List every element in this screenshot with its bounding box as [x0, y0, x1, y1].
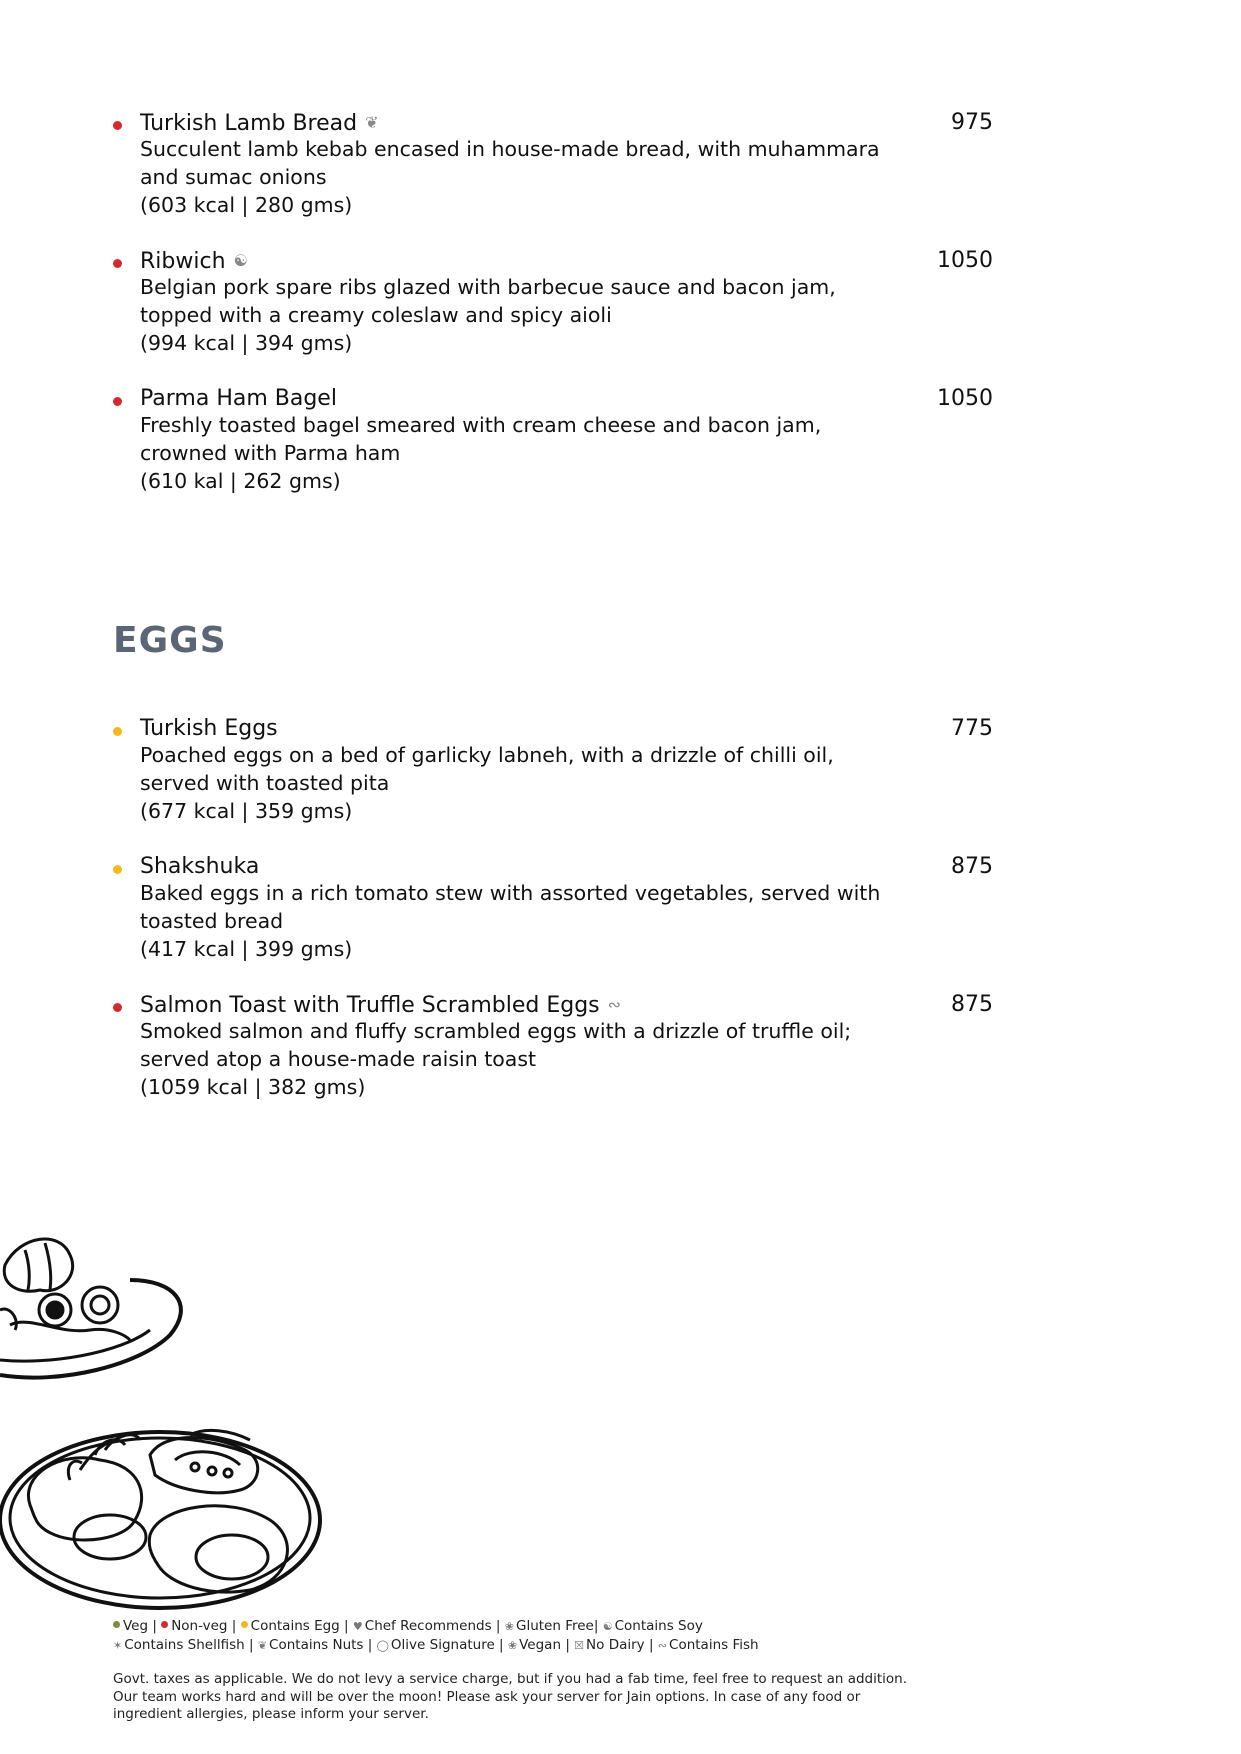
item-price: 1050	[937, 248, 993, 273]
item-description: Poached eggs on a bed of garlicky labneh, with a drizzle of chilli oil, served with toasted pita (677 kcal | 359 gms)	[140, 742, 900, 825]
chef-hat-icon: ♥	[352, 1620, 363, 1633]
item-calories: (603 kcal | 280 gms)	[140, 192, 353, 217]
soy-icon: ☯	[233, 251, 248, 270]
item-description: Baked eggs in a rich tomato stew with assorted vegetables, served with toasted bread (417 kcal | 399 gms)	[140, 880, 900, 963]
item-price: 1050	[937, 386, 993, 411]
legend-dairy: No Dairy	[586, 1637, 645, 1653]
item-description: Belgian pork spare ribs glazed with barbecue sauce and bacon jam, topped with a creamy coleslaw and spicy aioli (994 kcal | 394 gms)	[140, 274, 900, 357]
non-veg-dot-icon	[161, 1621, 168, 1628]
item-calories: (677 kcal | 359 gms)	[140, 798, 353, 823]
legend-veg: Veg	[123, 1618, 149, 1634]
legend-olive: Olive Signature	[390, 1637, 495, 1653]
legend-row: ✶ Contains Shellfish | ❦ Contains Nuts | ◯ Olive Signature | ❀ Vegan | ☒ No Dairy | ∾ Contains Fish	[113, 1637, 759, 1653]
legend-nuts: Contains Nuts	[269, 1637, 364, 1653]
item-description: Succulent lamb kebab encased in house-made bread, with muhammara and sumac onions (603 kcal | 280 gms)	[140, 136, 900, 219]
legend-vegan: Vegan	[519, 1637, 562, 1653]
legend-soy: Contains Soy	[614, 1618, 703, 1634]
legend-fish: Contains Fish	[669, 1637, 759, 1653]
item-calories: (994 kcal | 394 gms)	[140, 330, 353, 355]
item-calories: (1059 kcal | 382 gms)	[140, 1074, 366, 1099]
non-veg-indicator	[113, 259, 122, 268]
egg-dot-icon	[241, 1621, 248, 1628]
item-price: 975	[951, 110, 993, 135]
dietary-legend	[113, 1617, 759, 1655]
breakfast-plates-illustration	[0, 1235, 330, 1610]
no-dairy-icon: ☒	[574, 1639, 585, 1652]
item-price: 875	[951, 992, 993, 1017]
veg-dot-icon	[113, 1621, 120, 1628]
legend-egg: Contains Egg	[250, 1618, 340, 1634]
legend-row: Veg | Non-veg | Contains Egg | ♥ Chef Recommends | ❀ Gluten Free| ☯ Contains Soy	[113, 1617, 759, 1636]
legend-chef: Chef Recommends	[364, 1618, 492, 1634]
non-veg-indicator	[113, 1003, 122, 1012]
leaf-icon: ❀	[507, 1639, 518, 1652]
item-calories: (417 kcal | 399 gms)	[140, 936, 353, 961]
olive-icon: ◯	[376, 1639, 389, 1652]
item-name: Turkish Eggs	[140, 716, 278, 741]
fish-icon: ∾	[657, 1639, 668, 1652]
item-description: Smoked salmon and fluffy scrambled eggs with a drizzle of truffle oil; served atop a house-made raisin toast (1059 kcal | 382 gms)	[140, 1018, 900, 1101]
soy-icon: ☯	[602, 1620, 613, 1633]
fish-icon: ∾	[607, 995, 622, 1014]
item-name: Shakshuka	[140, 854, 260, 879]
egg-indicator	[113, 727, 122, 736]
item-name: Turkish Lamb Bread ❦	[140, 108, 379, 139]
legend-shellfish: Contains Shellfish	[124, 1637, 245, 1653]
footer-note: Govt. taxes as applicable. We do not levy a service charge, but if you had a fab time, feel free to request an addition. Our team works hard and will be over the moon! Please ask your server for Jain options. In case of any food or ingredient allergies, please inform your server.	[113, 1671, 908, 1722]
section-title-eggs: EGGS	[113, 620, 227, 661]
egg-indicator	[113, 865, 122, 874]
item-price: 775	[951, 716, 993, 741]
wheat-icon: ❀	[504, 1620, 514, 1633]
item-name: Ribwich ☯	[140, 246, 248, 277]
legend-gluten: Gluten Free	[515, 1618, 594, 1634]
non-veg-indicator	[113, 121, 122, 130]
item-description: Freshly toasted bagel smeared with cream cheese and bacon jam, crowned with Parma ham (610 kal | 262 gms)	[140, 412, 900, 495]
item-name: Parma Ham Bagel	[140, 386, 337, 411]
nuts-icon: ❦	[257, 1639, 268, 1652]
item-price: 875	[951, 854, 993, 879]
item-calories: (610 kal | 262 gms)	[140, 468, 341, 493]
non-veg-indicator	[113, 397, 122, 406]
nuts-icon: ❦	[365, 113, 379, 132]
legend-nonveg: Non-veg	[171, 1618, 228, 1634]
item-name: Salmon Toast with Truffle Scrambled Eggs ∾	[140, 990, 621, 1021]
shellfish-icon: ✶	[113, 1639, 123, 1652]
